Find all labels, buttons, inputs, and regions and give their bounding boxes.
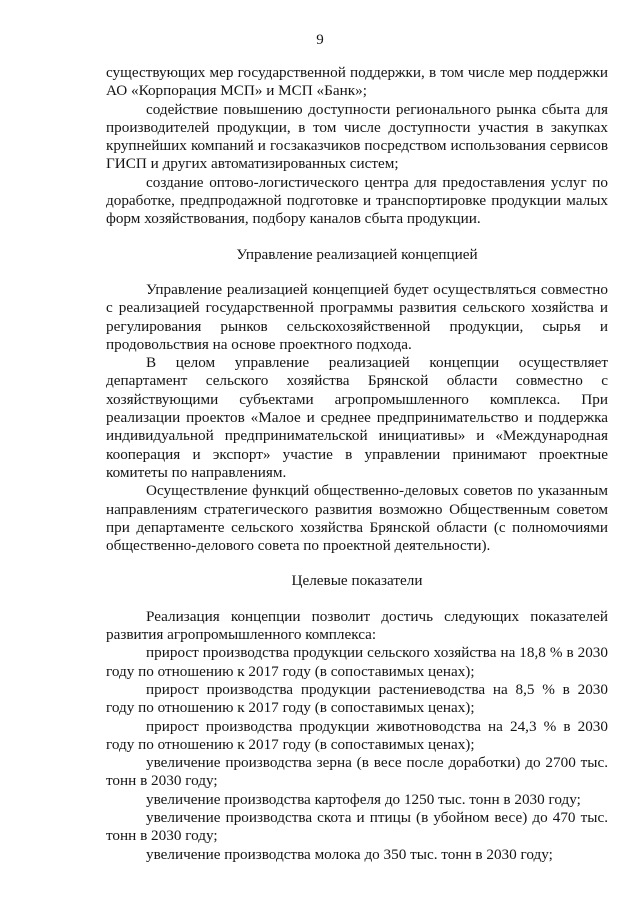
list-item-grain-production: увеличение производства зерна (в весе после доработки) до 2700 тыс. тонн в 2030 году; [106,754,608,790]
list-item-livestock-growth: прирост производства продукции животноводства на 24,3 % в 2030 году по отношению к 2017 году (в сопоставимых ценах); [106,717,608,753]
paragraph-logistics-center: создание оптово-логистического центра для предоставления услуг по доработке, предпродажной подготовке и транспортировке продукции малых форм хозяйствования, подбору каналов сбыта продукции. [106,173,608,228]
paragraph-market-access: содействие повышению доступности регионального рынка сбыта для производителей продукции, в том числе доступности участия в закупках крупнейших компаний и госзаказчиков посредством использования сервисов ГИСП и других автоматизированных систем; [106,100,608,173]
document-body [106,64,608,864]
paragraph-state-support-measures: существующих мер государственной поддержки, в том числе мер поддержки АО «Корпорация МСП» и МСП «Банк»; [106,64,608,100]
paragraph-management-approach: Управление реализацией концепцией будет осуществляться совместно с реализацией государственной программы развития сельского хозяйства и регулирования рынков сельскохозяйственной продукции, сырья и продовольствия на основе проектного подхода. [106,280,608,353]
paragraph-management-department: В целом управление реализацией концепции осуществляет департамент сельского хозяйства Брянской области совместно с хозяйствующими субъектами агропромышленного комплекса. При реализации проектов «Малое и среднее предпринимательство и поддержка индивидуальной предпринимательской инициативы» и «Международная кооперация и экспорт» участие в управлении принимают проектные комитеты по направлениям. [106,354,608,481]
list-item-agriculture-growth: прирост производства продукции сельского хозяйства на 18,8 % в 2030 году по отношению к 2017 году (в сопоставимых ценах); [106,644,608,680]
paragraph-public-council: Осуществление функций общественно-деловых советов по указанным направлениям стратегического развития возможно Общественным советом при департаменте сельского хозяйства Брянской области (с полномочиями общественно-делового совета по проектной деятельности). [106,482,608,555]
list-item-potato-production: увеличение производства картофеля до 1250 тыс. тонн в 2030 году; [146,790,581,808]
page-number: 9 [316,32,324,48]
paragraph-indicators-intro: Реализация концепции позволит достичь следующих показателей развития агропромышленного комплекса: [106,607,608,644]
list-item-crop-growth: прирост производства продукции растениеводства на 8,5 % в 2030 году по отношению к 2017 году (в сопоставимых ценах); [106,680,608,717]
section-heading-target-indicators: Целевые показатели [291,572,423,590]
list-item-meat-production: увеличение производства скота и птицы (в убойном весе) до 470 тыс. тонн в 2030 году; [106,808,608,845]
section-heading-concept-management: Управление реализацией концепцией [236,245,478,263]
list-item-milk-production: увеличение производства молока до 350 тыс. тонн в 2030 году; [146,845,553,863]
